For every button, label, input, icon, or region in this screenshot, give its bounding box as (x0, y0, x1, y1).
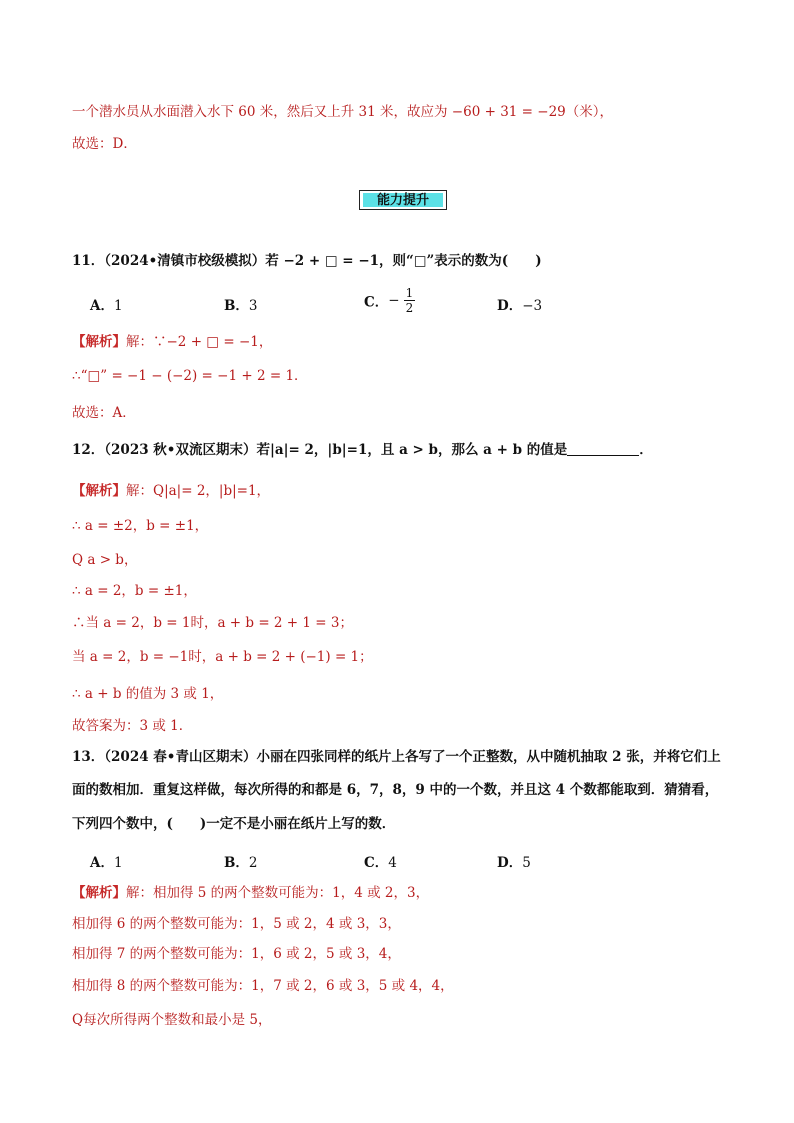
fraction: $\frac{1}{2}$ (405, 286, 414, 315)
q11-analysis-line: 【解析】解：∵−2 + □ = −1， (72, 334, 273, 350)
section-heading-box (359, 190, 447, 210)
q13-analysis-line: 相加得 6 的两个整数可能为：1，5 或 2，4 或 3，3， (72, 916, 401, 932)
q11-option-a: A．1 (90, 298, 123, 314)
text-line: 一个潜水员从水面潜入水下 60 米，然后又上升 31 米，故应为 −60 + 31 = −29（米）， (72, 104, 614, 120)
q13-analysis-line: 相加得 8 的两个整数可能为：1，7 或 2，6 或 3，5 或 4，4， (72, 978, 454, 994)
q11-option-c: C．− $\frac{1}{2}$ (364, 286, 414, 315)
section-heading: 能力提升 (363, 193, 443, 207)
q11-option-b: B．3 (224, 298, 258, 314)
q12-analysis-line: 【解析】解：Q|a|= 2，|b|=1， (72, 483, 271, 499)
q13-analysis-line: Q每次所得两个整数和最小是 5， (72, 1012, 272, 1028)
q12-analysis-line: ∴ a = 2，b = ±1， (72, 583, 197, 599)
q12-analysis-line: Q a > b， (72, 552, 138, 568)
q12-analysis-line: ∴当 a = 2，b = 1时，a + b = 2 + 1 = 3； (72, 615, 353, 631)
question-13-stem: 下列四个数中，( )一定不是小丽在纸片上写的数． (72, 816, 396, 832)
question-13-stem: 13．（2024 春•青山区期末）小丽在四张同样的纸片上各写了一个正整数，从中随机抽取 2 张，并将它们上 (72, 749, 721, 765)
q11-answer: 故选：A． (72, 405, 136, 421)
q13-option-d: D．5 (497, 855, 531, 871)
q12-analysis-line: 当 a = 2，b = −1时，a + b = 2 + (−1) = 1； (72, 649, 373, 665)
q13-analysis-line: 相加得 7 的两个整数可能为：1，6 或 2，5 或 3，4， (72, 946, 401, 962)
text-line: 故选：D． (72, 136, 137, 152)
question-13-stem: 面的数相加．重复这样做，每次所得的和都是 6，7，8，9 中的一个数，并且这 4 个数都能取到．猜猜看， (72, 782, 719, 798)
question-11-stem: 11．（2024•清镇市校级模拟）若 −2 + □ = −1，则“□”表示的数为( ) (72, 253, 542, 269)
q11-option-d: D．−3 (497, 298, 543, 314)
q12-answer: 故答案为：3 或 1． (72, 718, 193, 734)
q12-analysis-line: ∴ a = ±2，b = ±1， (72, 518, 209, 534)
analysis-tag: 【解析】 (72, 885, 126, 901)
q13-option-b: B．2 (224, 855, 258, 871)
question-12-stem: 12．（2023 秋•双流区期末）若|a|= 2，|b|=1，且 a > b，那么 a + b 的值是 ． (72, 442, 653, 458)
q11-analysis-line: ∴“□” = −1 − (−2) = −1 + 2 = 1． (72, 368, 308, 384)
q13-option-a: A．1 (90, 855, 123, 871)
analysis-tag: 【解析】 (72, 334, 126, 350)
answer-blank (567, 441, 639, 456)
q13-option-c: C．4 (364, 855, 397, 871)
analysis-tag: 【解析】 (72, 483, 126, 499)
q12-analysis-line: ∴ a + b 的值为 3 或 1， (72, 686, 224, 702)
q13-analysis-line: 【解析】解：相加得 5 的两个整数可能为：1，4 或 2，3， (72, 885, 430, 901)
